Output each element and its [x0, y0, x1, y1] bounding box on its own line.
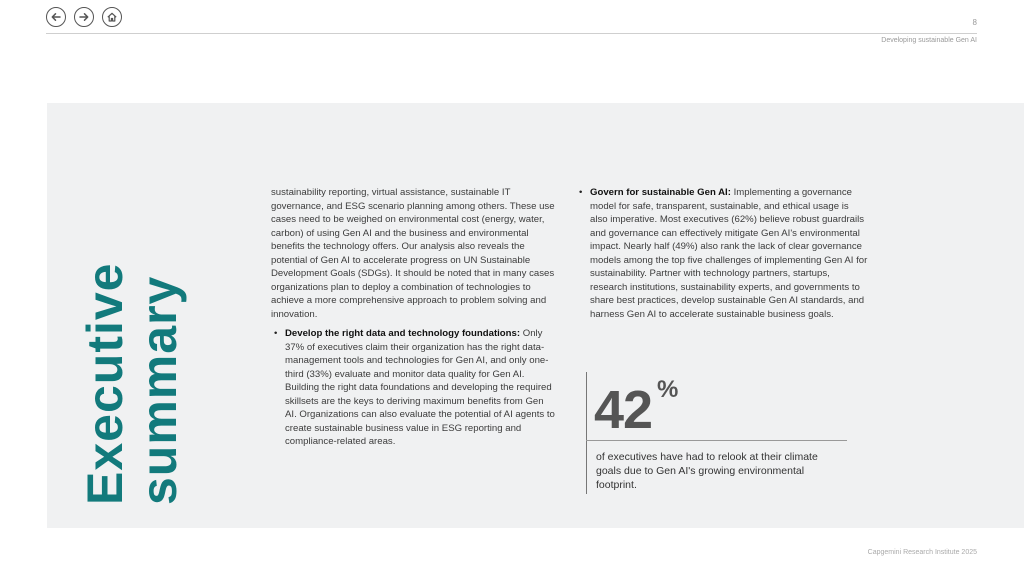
text-column-left: [271, 186, 556, 449]
bullet-text: Implementing a governance model for safe, transparent, sustainable, and ethical usage is also imperative. Most executives (62%) believe robust guardrails and governance can effectively mitigate Gen AI's environmental impact. Nearly half (49%) also rank the lack of clear governance models among the top five challenges of implementing Gen AI for sustainability. Partner with technology partners, startups, research institutions, sustainability experts, and governments to share best practices, develop sustainable Gen AI standards, and harness Gen AI to accelerate sustainable business goals.: [590, 187, 868, 320]
nav-controls: [46, 7, 122, 27]
stat-horizontal-rule: [586, 440, 847, 441]
header-divider: [46, 33, 977, 34]
arrow-right-icon: [78, 11, 90, 23]
bullet-title: Govern for sustainable Gen AI:: [590, 187, 731, 198]
document-title: Developing sustainable Gen AI: [881, 37, 977, 44]
back-button[interactable]: [46, 7, 66, 27]
footer-text: Capgemini Research Institute 2025: [867, 549, 977, 556]
bullet-governance: [576, 186, 868, 321]
stat-caption: of executives have had to relook at their climate goals due to Gen AI's growing environmental footprint.: [596, 451, 818, 491]
text-column-right: [576, 186, 868, 321]
bullet-title: Develop the right data and technology foundations:: [285, 328, 521, 339]
section-title: [78, 230, 193, 505]
home-icon: [106, 11, 118, 23]
stat-unit: %: [657, 376, 679, 403]
forward-button[interactable]: [74, 7, 94, 27]
bullet-text: Only 37% of executives claim their organization has the right data-management tools and technologies for Gen AI, and only one-third (33%) evaluate and monitor data quality for Gen AI. Building the right data foundations and developing the required skillsets are the keys to deriving maximum benefits from Gen AI. Organizations can also evaluate the potential of AI agents to create sustainable business value in ESG reporting and compliance-related areas.: [285, 328, 555, 447]
arrow-left-icon: [50, 11, 62, 23]
stat-value: 42: [594, 380, 653, 440]
bullet-data-foundations: [271, 327, 556, 449]
page-number: 8: [972, 18, 977, 27]
section-title-line1: Executive: [77, 262, 133, 505]
section-title-line2: summary: [131, 275, 187, 505]
continuation-paragraph: sustainability reporting, virtual assistance, sustainable IT governance, and ESG scenario planning among others. These use cases need to be weighed on environmental cost (energy, water, carbon) of using Gen AI and the business and environmental benefits the technology offers. Our analysis also reveals the potential of Gen AI to accelerate progress on UN Sustainable Development Goals (SDGs). It should be noted that in many cases organizations plan to deploy a combination of technologies to achieve a more comprehensive approach to problem solving and innovation.: [271, 187, 555, 320]
home-button[interactable]: [102, 7, 122, 27]
stat-callout: [586, 372, 848, 494]
stat-vertical-rule: [586, 372, 587, 494]
